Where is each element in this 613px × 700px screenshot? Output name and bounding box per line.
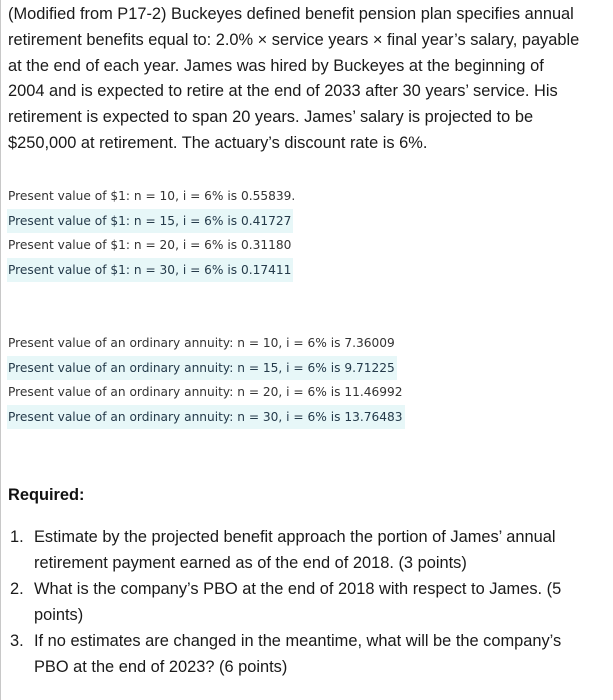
pv-single-row-highlighted: [8, 258, 297, 283]
pv-annuity-row-highlighted: [8, 356, 405, 381]
pv-annuity-text: Present value of an ordinary annuity: n = 15, i = 6% is 9.71225: [7, 356, 397, 381]
present-value-single-list: [8, 184, 297, 282]
problem-statement: [8, 2, 613, 157]
pv-annuity-row: [8, 380, 405, 405]
problem-line: 2004 and is expected to retire at the end of 2033 after 30 years’ service. His: [8, 82, 558, 101]
present-value-annuity-list: [8, 331, 405, 429]
pv-annuity-text: Present value of an ordinary annuity: n = 30, i = 6% is 13.76483: [7, 405, 405, 430]
pv-single-text: Present value of $1: n = 10, i = 6% is 0.55839.: [8, 189, 296, 203]
question-list: [8, 524, 613, 680]
pv-single-text: Present value of $1: n = 30, i = 6% is 0.17411: [7, 258, 293, 283]
question-text-line: If no estimates are changed in the meantime, what will be the company’s: [34, 632, 562, 650]
question-text-line: PBO at the end of 2023? (6 points): [34, 658, 288, 676]
pv-single-text: Present value of $1: n = 15, i = 6% is 0.41727: [7, 209, 293, 234]
problem-line: retirement is expected to span 20 years. James’ salary is projected to be: [8, 108, 534, 127]
required-heading: Required:: [8, 486, 85, 504]
question-item: [8, 524, 613, 576]
pv-single-text: Present value of $1: n = 20, i = 6% is 0.31180: [8, 238, 292, 252]
question-number: 3.: [10, 632, 24, 650]
pv-single-row-highlighted: [8, 209, 297, 234]
pv-annuity-row: [8, 331, 405, 356]
question-text-line: Estimate by the projected benefit approach the portion of James’ annual: [34, 528, 556, 546]
question-item: [8, 628, 613, 680]
problem-line: at the end of each year. James was hired by Buckeyes at the beginning of: [8, 56, 544, 75]
problem-line: (Modified from P17-2) Buckeyes defined benefit pension plan specifies annual: [8, 5, 574, 23]
pv-single-row: [8, 184, 297, 209]
page-left-border: [0, 0, 1, 700]
question-text-line: What is the company’s PBO at the end of 2018 with respect to James. (5: [34, 580, 562, 598]
question-text-line: points): [34, 606, 84, 624]
pv-annuity-text: Present value of an ordinary annuity: n = 20, i = 6% is 11.46992: [8, 385, 403, 399]
pv-annuity-row-highlighted: [8, 405, 405, 430]
question-text-line: retirement payment earned as of the end of 2018. (3 points): [34, 554, 467, 572]
question-number: 2.: [10, 580, 24, 598]
question-item: [8, 576, 613, 628]
pv-single-row: [8, 233, 297, 258]
problem-line: retirement benefits equal to: 2.0% × service years × final year’s salary, payable: [8, 30, 580, 49]
pv-annuity-text: Present value of an ordinary annuity: n = 10, i = 6% is 7.36009: [8, 336, 395, 350]
problem-line: $250,000 at retirement. The actuary’s discount rate is 6%.: [8, 133, 428, 152]
question-number: 1.: [10, 528, 24, 546]
